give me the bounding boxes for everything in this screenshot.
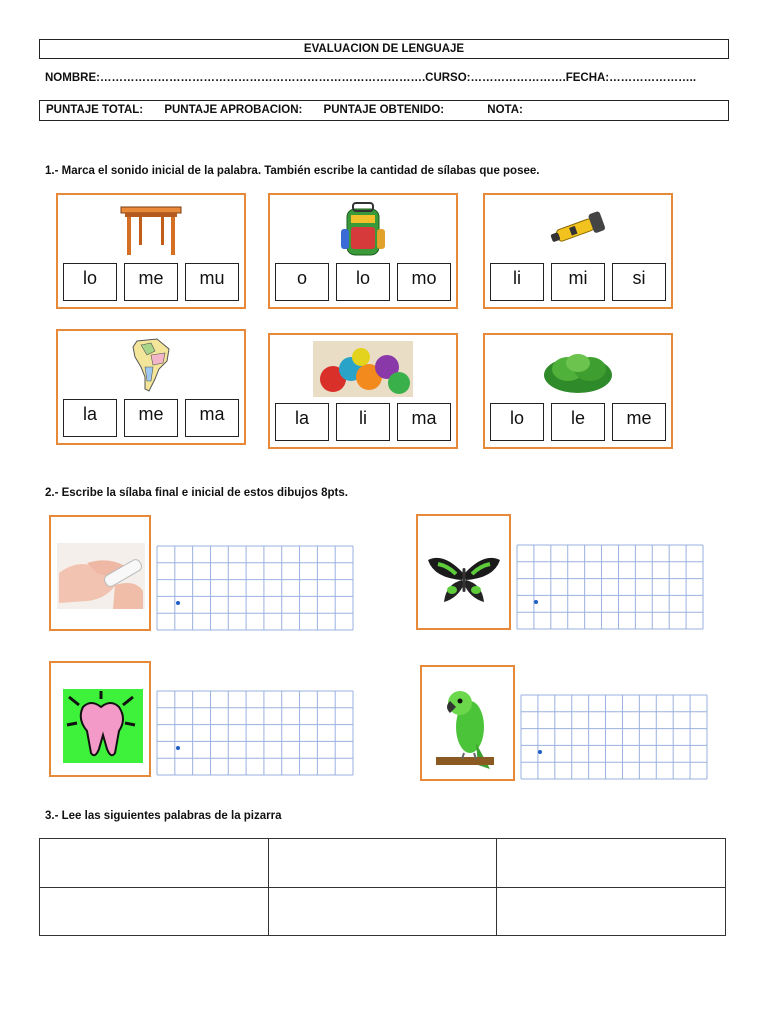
- question-2-instruction: 2.- Escribe la sílaba final e inicial de estos dibujos 8pts.: [45, 487, 348, 499]
- score-bar: [39, 100, 729, 121]
- board-cell[interactable]: [40, 839, 269, 888]
- writing-grid[interactable]: [516, 544, 704, 630]
- writing-grid[interactable]: [156, 690, 354, 776]
- name-course-date-line[interactable]: NOMBRE:………………………………………………………………………….CURSO:…………………….FECHA:…………………..: [45, 72, 697, 84]
- syllable-card-map: [56, 329, 246, 445]
- picture-card-nail-file: [49, 515, 151, 631]
- syllable-box[interactable]: li: [490, 263, 544, 301]
- page-title: EVALUACION DE LENGUAJE: [39, 39, 729, 59]
- syllable-box[interactable]: ma: [185, 399, 239, 437]
- nail-file-icon: [57, 523, 145, 623]
- start-dot: [538, 750, 542, 754]
- backpack-icon: [323, 201, 403, 257]
- tooth-icon: [57, 669, 145, 769]
- syllable-card-table: [56, 193, 246, 309]
- picture-card-tooth: [49, 661, 151, 777]
- syllable-card-yarn: [268, 333, 458, 449]
- syllable-box[interactable]: mu: [185, 263, 239, 301]
- picture-card-butterfly: [416, 514, 511, 630]
- question-1-instruction: 1.- Marca el sonido inicial de la palabra. También escribe la cantidad de sílabas que posee.: [45, 165, 540, 177]
- table-icon: [111, 201, 191, 257]
- yarn-icon: [313, 341, 413, 397]
- start-dot: [176, 746, 180, 750]
- writing-grid[interactable]: [520, 694, 708, 780]
- syllable-box[interactable]: lo: [490, 403, 544, 441]
- syllable-box[interactable]: me: [124, 399, 178, 437]
- butterfly-icon: [424, 522, 504, 622]
- grade-label: NOTA:: [487, 104, 523, 116]
- score-total-label: PUNTAJE TOTAL:: [46, 104, 144, 116]
- syllable-box[interactable]: o: [275, 263, 329, 301]
- writing-grid[interactable]: [156, 545, 354, 631]
- syllable-box[interactable]: le: [551, 403, 605, 441]
- syllable-box[interactable]: ma: [397, 403, 451, 441]
- syllable-box[interactable]: si: [612, 263, 666, 301]
- syllable-card-flashlight: [483, 193, 673, 309]
- board-cell[interactable]: [268, 887, 497, 936]
- syllable-box[interactable]: mi: [551, 263, 605, 301]
- score-obtained-label: PUNTAJE OBTENIDO:: [323, 104, 445, 116]
- syllable-box[interactable]: mo: [397, 263, 451, 301]
- syllable-box[interactable]: la: [63, 399, 117, 437]
- syllable-card-lettuce: [483, 333, 673, 449]
- syllable-box[interactable]: me: [124, 263, 178, 301]
- board-cell[interactable]: [497, 887, 726, 936]
- syllable-box[interactable]: lo: [336, 263, 390, 301]
- flashlight-icon: [538, 201, 618, 257]
- syllable-box[interactable]: la: [275, 403, 329, 441]
- syllable-box[interactable]: lo: [63, 263, 117, 301]
- board-cell[interactable]: [268, 839, 497, 888]
- picture-card-parrot: [420, 665, 515, 781]
- parrot-icon: [428, 673, 508, 775]
- map-icon: [111, 337, 191, 393]
- board-cell[interactable]: [40, 887, 269, 936]
- score-approval-label: PUNTAJE APROBACION:: [164, 104, 303, 116]
- syllable-box[interactable]: me: [612, 403, 666, 441]
- start-dot: [176, 601, 180, 605]
- syllable-box[interactable]: li: [336, 403, 390, 441]
- question-3-instruction: 3.- Lee las siguientes palabras de la pizarra: [45, 810, 282, 822]
- syllable-card-backpack: [268, 193, 458, 309]
- lettuce-icon: [538, 341, 618, 397]
- word-board-table: [39, 838, 726, 936]
- board-cell[interactable]: [497, 839, 726, 888]
- start-dot: [534, 600, 538, 604]
